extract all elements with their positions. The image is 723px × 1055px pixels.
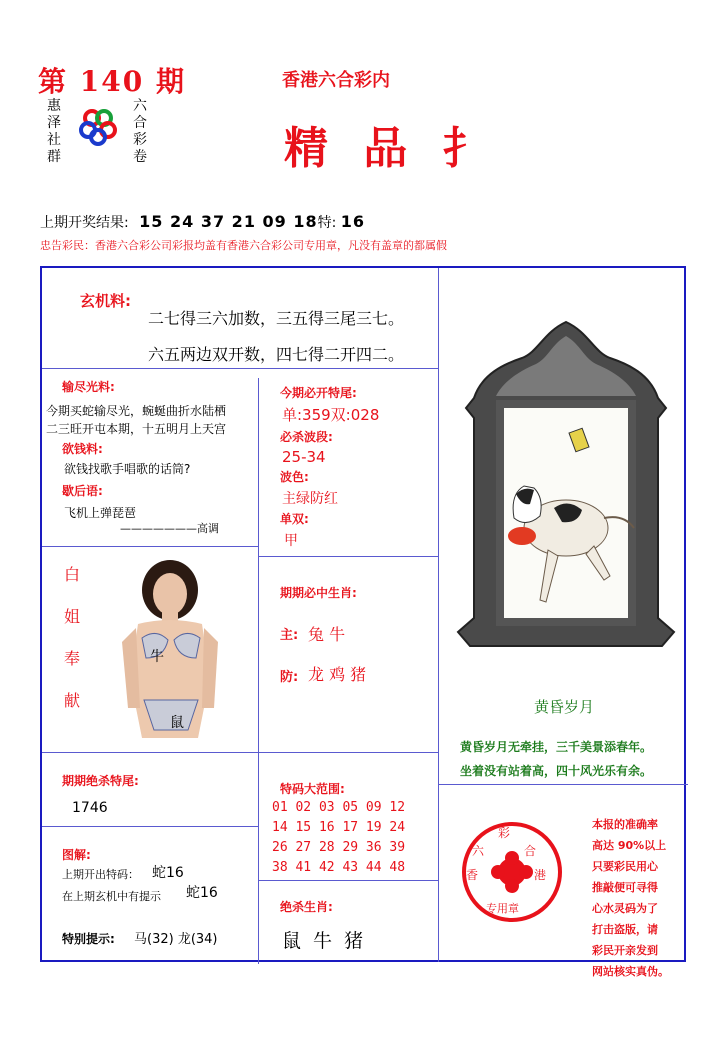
divider [258, 378, 259, 964]
kill-zodiac-label: 绝杀生肖: [280, 900, 333, 914]
wave-value: 主绿防红 [282, 491, 338, 507]
accuracy-line: 彩民开亲发到 [592, 944, 658, 957]
must-wave-label: 必杀波段: [280, 430, 333, 444]
kill-tail-label: 期期绝杀特尾: [62, 774, 139, 788]
page-title: 精 品 扌 [284, 123, 497, 174]
photo-text-2: 鼠 [170, 715, 184, 731]
last-draw-special-label: 特: [317, 215, 337, 231]
tujie-line-2-value: 蛇16 [186, 885, 218, 901]
special-tail-value: 单:359双:028 [282, 406, 380, 424]
shujin-line-1: 今期买蛇输尽光，蜿蜒曲折水陆栖 [46, 404, 227, 418]
kill-tail-value: 1746 [72, 800, 108, 816]
tujie-line-2-label: 在上期玄机中有提示 [62, 890, 161, 903]
zodiac-main-label: 主: [280, 628, 299, 643]
last-draw-result [40, 212, 365, 232]
divider [258, 880, 438, 881]
shujin-line-2: 二三旺开屯本期，十五明月上天宫 [46, 422, 227, 436]
tujie-line-1-value: 蛇16 [152, 865, 184, 881]
warning-text: 忠告彩民：香港六合彩公司彩报均盖有香港六合彩公司专用章，凡没有盖章的都属假 [40, 239, 447, 252]
shujin-label: 输尽光料: [62, 380, 115, 394]
accuracy-line: 心水灵码为了 [592, 902, 658, 915]
range-row: 26 27 28 29 36 39 [272, 840, 406, 855]
last-draw-numbers: 15 24 37 21 09 18 [139, 212, 318, 231]
lottery-logo-icon [78, 106, 118, 146]
divider [438, 268, 439, 962]
xiehou-answer: ———————高调 [120, 522, 219, 535]
seal-char: 合 [524, 844, 537, 858]
zodiac-guard: 龙 鸡 猪 [308, 665, 367, 684]
tips-label: 特别提示: [62, 932, 115, 946]
huanghun-line-1: 黄昏岁月无牵挂，三千美景添春年。 [460, 740, 653, 754]
accuracy-line: 本报的准确率 [592, 818, 658, 831]
accuracy-line: 推敲便可寻得 [592, 881, 658, 894]
divider [438, 784, 688, 785]
huanghun-line-2: 坐着没有站着高，四十风光乐有余。 [460, 764, 653, 778]
accuracy-line: 网站核实真伪。 [592, 965, 669, 978]
baijie-char-1: 白 [64, 565, 81, 584]
accuracy-line: 高达 90%以上 [592, 839, 667, 852]
yuqian-text: 欲钱找歌手唱歌的话筒? [64, 462, 191, 476]
baijie-char-2: 姐 [64, 607, 81, 626]
range-row: 01 02 03 05 09 12 [272, 800, 406, 815]
xiehou-label: 歇后语: [62, 484, 103, 498]
last-draw-special: 16 [340, 212, 366, 231]
subtitle: 香港六合彩内 [282, 70, 390, 91]
photo-text-1: 牛 [150, 649, 164, 665]
divider [42, 546, 258, 547]
issue-number: 第 140 期 [38, 65, 186, 98]
xuanji-line-2: 六五两边双开数，四七得二开四二。 [148, 345, 405, 364]
zodiac-label: 期期必中生肖: [280, 586, 357, 600]
accuracy-line: 只要彩民用心 [592, 860, 658, 873]
accuracy-text [592, 814, 684, 982]
tujie-line-1-label: 上期开出特码： [62, 868, 139, 881]
vertical-text-left-1: 惠泽 [47, 98, 61, 131]
seal-char: 六 [472, 844, 485, 858]
range-label: 特码大范围: [280, 782, 345, 796]
seal-char: 港 [534, 868, 547, 882]
odd-even-label: 单双: [280, 512, 309, 526]
divider [258, 556, 438, 557]
special-tail-label: 今期必开特尾: [280, 386, 357, 400]
zodiac-main: 兔 牛 [308, 625, 346, 644]
seal-char: 专用章 [486, 902, 519, 915]
xiehou-text: 飞机上弹琵琶 [64, 506, 137, 520]
huanghun-title: 黄昏岁月 [534, 698, 595, 716]
range-row: 14 15 16 17 19 24 [272, 820, 406, 835]
yuqian-label: 欲钱料: [62, 442, 103, 456]
range-row: 38 41 42 43 44 48 [272, 860, 406, 875]
accuracy-line: 打击盗版，请 [592, 923, 658, 936]
tips-value: 马(32) 龙(34) [134, 932, 218, 947]
xuanji-label: 玄机料: [80, 292, 131, 310]
kill-zodiac-value: 鼠 牛 猪 [282, 930, 367, 952]
seal-char: 香 [466, 868, 479, 882]
odd-even-value: 甲 [284, 533, 298, 549]
wave-label: 波色: [280, 470, 309, 484]
divider [42, 752, 438, 753]
tujie-label: 图解: [62, 848, 91, 862]
divider [42, 368, 438, 369]
baijie-char-3: 奉 [64, 649, 81, 668]
must-wave-value: 25-34 [282, 448, 326, 466]
vertical-text-left-2: 社群 [47, 132, 61, 165]
divider [42, 826, 258, 827]
xuanji-line-1: 二七得三六加数，三五得三尾三七。 [148, 309, 405, 328]
vertical-text-right-1: 六合 [133, 98, 147, 131]
mirror-frame-icon [444, 318, 688, 652]
last-draw-label: 上期开奖结果: [40, 215, 129, 231]
seal-char: 彩 [498, 826, 511, 840]
zodiac-guard-label: 防: [280, 670, 299, 685]
baijie-char-4: 献 [64, 691, 81, 710]
vertical-text-right-2: 彩卷 [133, 132, 147, 165]
